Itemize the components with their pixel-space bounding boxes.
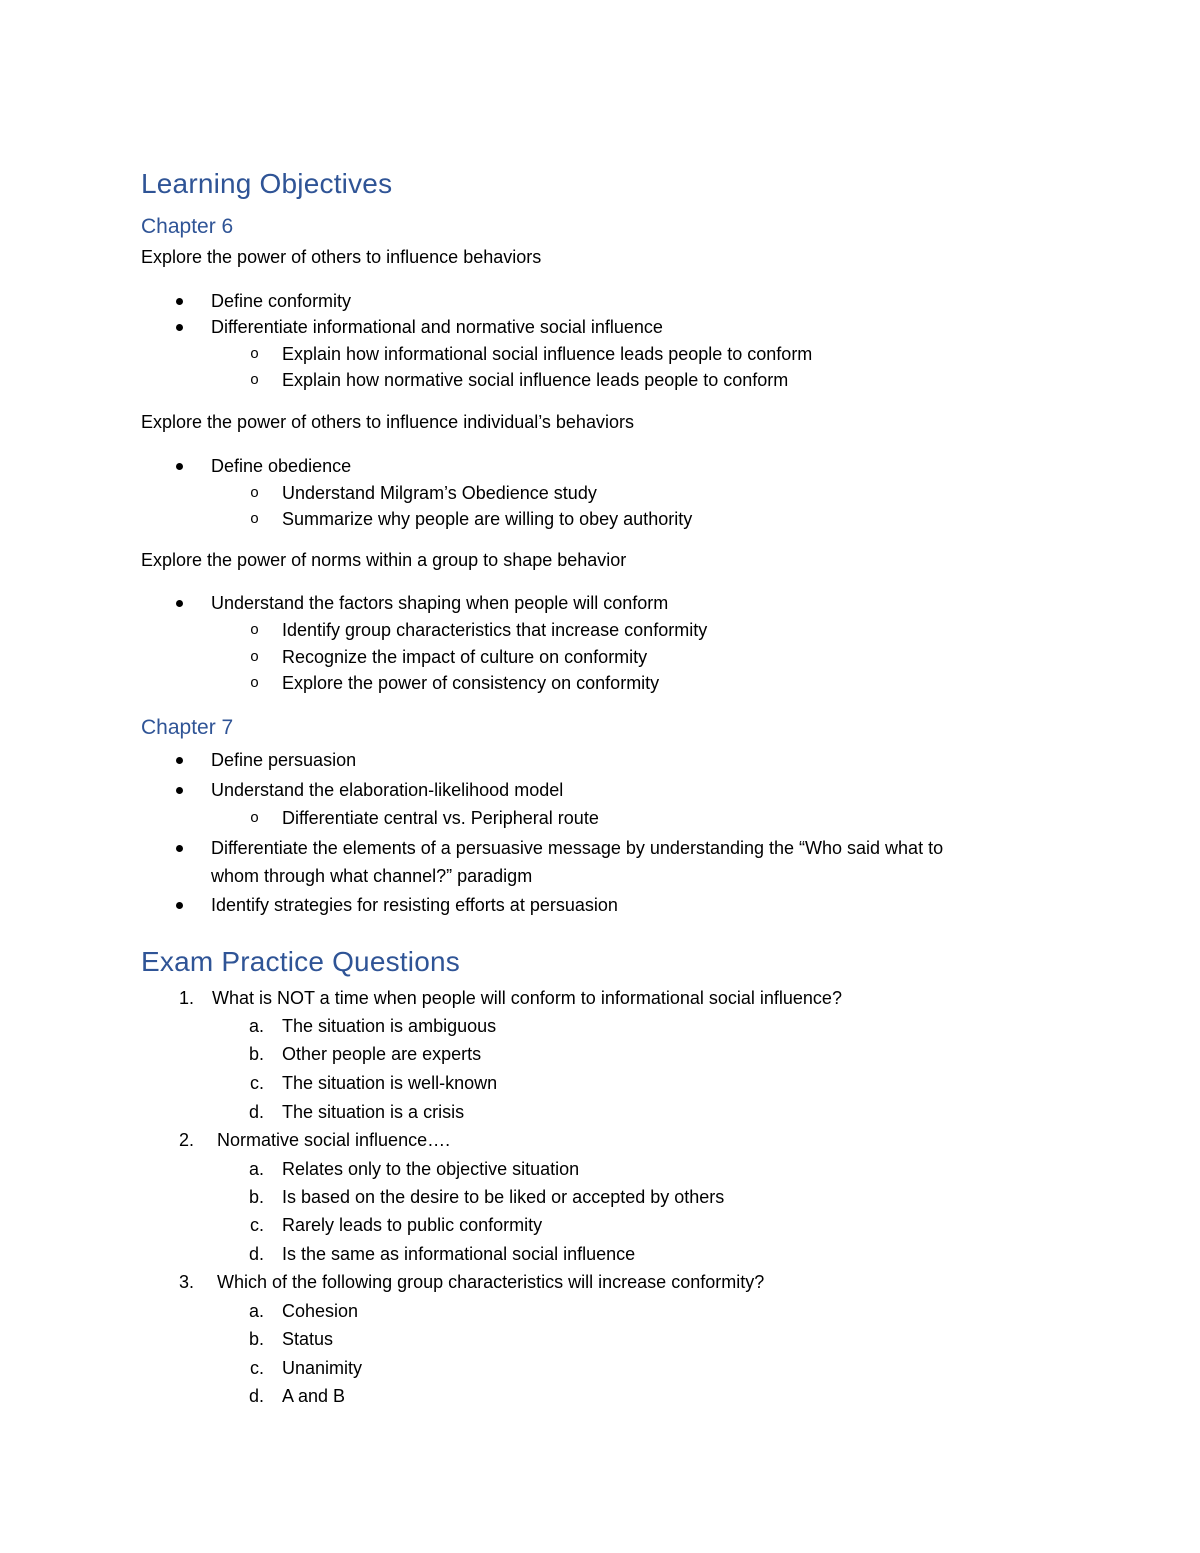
bullet-icon bbox=[176, 324, 183, 331]
sub-list-item: Understand Milgram’s Obedience study bbox=[282, 483, 597, 503]
option-letter: c. bbox=[249, 1073, 264, 1093]
option-letter: a. bbox=[248, 1159, 264, 1179]
bullet-icon bbox=[176, 757, 183, 764]
bullet-icon bbox=[176, 787, 183, 794]
bullet-icon bbox=[176, 902, 183, 909]
option-text: Is based on the desire to be liked or accepted by others bbox=[282, 1187, 725, 1207]
option-text: The situation is well-known bbox=[282, 1073, 498, 1093]
question-text: What is NOT a time when people will conform to informational social influence? bbox=[212, 988, 842, 1008]
option-text: A and B bbox=[282, 1386, 346, 1406]
option-text: Unanimity bbox=[282, 1358, 363, 1378]
option-letter: a. bbox=[248, 1301, 264, 1321]
question-text: Normative social influence…. bbox=[217, 1130, 451, 1150]
option-letter: c. bbox=[249, 1358, 264, 1378]
option-letter: d. bbox=[248, 1386, 264, 1406]
list-item: Understand the elaboration-likelihood model bbox=[211, 780, 564, 800]
sub-list-item: Summarize why people are willing to obey authority bbox=[282, 509, 693, 529]
option-text: Status bbox=[282, 1329, 334, 1349]
section-intro: Explore the power of norms within a group to shape behavior bbox=[141, 550, 627, 570]
chapter-6-heading: Chapter 6 bbox=[141, 215, 234, 238]
list-item-continuation: whom through what channel?” paradigm bbox=[211, 866, 533, 886]
section-intro: Explore the power of others to influence behaviors bbox=[141, 247, 542, 267]
hollow-bullet-icon: o bbox=[250, 810, 260, 827]
list-item: Differentiate the elements of a persuasive message by understanding the “Who said what to bbox=[211, 838, 944, 858]
list-item: Define conformity bbox=[211, 291, 352, 311]
sub-list-item: Explore the power of consistency on conformity bbox=[282, 673, 660, 693]
option-text: Cohesion bbox=[282, 1301, 359, 1321]
bullet-icon bbox=[176, 463, 183, 470]
question-number: 3. bbox=[178, 1272, 194, 1292]
hollow-bullet-icon: o bbox=[250, 511, 260, 528]
option-letter: b. bbox=[248, 1329, 264, 1349]
list-item: Identify strategies for resisting efforts at persuasion bbox=[211, 895, 618, 915]
hollow-bullet-icon: o bbox=[250, 372, 260, 389]
bullet-icon bbox=[176, 600, 183, 607]
option-letter: d. bbox=[248, 1244, 264, 1264]
question-number: 1. bbox=[178, 988, 194, 1008]
option-letter: b. bbox=[248, 1187, 264, 1207]
hollow-bullet-icon: o bbox=[250, 622, 260, 639]
hollow-bullet-icon: o bbox=[250, 649, 260, 666]
hollow-bullet-icon: o bbox=[250, 675, 260, 692]
list-item: Define persuasion bbox=[211, 750, 357, 770]
list-item: Differentiate informational and normative social influence bbox=[211, 317, 663, 337]
chapter-7-heading: Chapter 7 bbox=[141, 716, 234, 739]
bullet-icon bbox=[176, 845, 183, 852]
question-number: 2. bbox=[178, 1130, 194, 1150]
list-item: Understand the factors shaping when people will conform bbox=[211, 593, 669, 613]
option-text: The situation is ambiguous bbox=[282, 1016, 497, 1036]
option-letter: a. bbox=[248, 1016, 264, 1036]
option-text: The situation is a crisis bbox=[282, 1102, 465, 1122]
option-text: Rarely leads to public conformity bbox=[282, 1215, 543, 1235]
option-text: Is the same as informational social influence bbox=[282, 1244, 636, 1264]
option-letter: b. bbox=[248, 1044, 264, 1064]
list-item: Define obedience bbox=[211, 456, 352, 476]
sub-list-item: Identify group characteristics that increase conformity bbox=[282, 620, 708, 640]
option-letter: d. bbox=[248, 1102, 264, 1122]
option-text: Relates only to the objective situation bbox=[282, 1159, 580, 1179]
sub-list-item: Differentiate central vs. Peripheral route bbox=[282, 808, 599, 828]
option-letter: c. bbox=[249, 1215, 264, 1235]
sub-list-item: Explain how informational social influence leads people to conform bbox=[282, 344, 813, 364]
question-text: Which of the following group characteristics will increase conformity? bbox=[217, 1272, 765, 1292]
sub-list-item: Recognize the impact of culture on conformity bbox=[282, 647, 648, 667]
hollow-bullet-icon: o bbox=[250, 485, 260, 502]
learning-objectives-title: Learning Objectives bbox=[141, 168, 393, 199]
option-text: Other people are experts bbox=[282, 1044, 482, 1064]
hollow-bullet-icon: o bbox=[250, 346, 260, 363]
sub-list-item: Explain how normative social influence leads people to conform bbox=[282, 370, 789, 390]
exam-practice-title: Exam Practice Questions bbox=[141, 946, 460, 977]
bullet-icon bbox=[176, 298, 183, 305]
section-intro: Explore the power of others to influence individual’s behaviors bbox=[141, 412, 634, 432]
